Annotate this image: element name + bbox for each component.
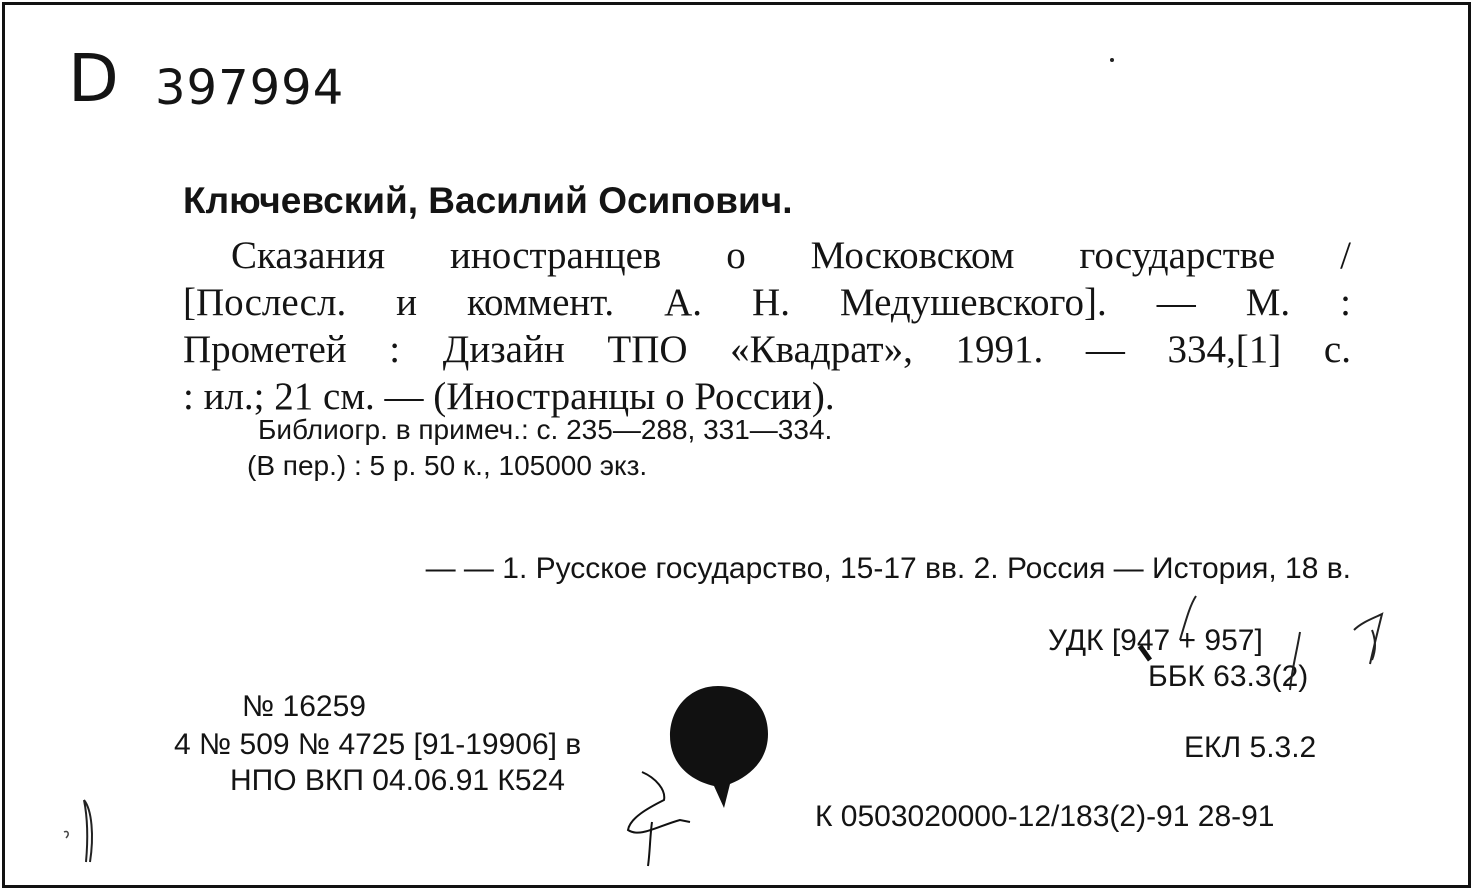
order-details: 4 № 509 № 4725 [91-19906] в: [174, 728, 582, 761]
price-note: (В пер.) : 5 р. 50 к., 105000 экз.: [247, 450, 648, 481]
subject-headings: — — 1. Русское государство, 15-17 вв. 2. Россия — История, 18 в.: [425, 552, 1351, 585]
ekl-code: ЕКЛ 5.3.2: [1184, 731, 1317, 764]
description-line: : ил.; 21 см. — (Иностранцы о России).: [183, 375, 835, 418]
bibliographic-description: [183, 232, 1351, 420]
ink-blot: [666, 684, 770, 812]
description-line: [Послесл. и коммент. А. Н. Медушевского]. — М. :: [183, 281, 1351, 324]
order-number: № 16259: [242, 690, 366, 723]
author-heading: Ключевский, Василий Осипович.: [183, 180, 793, 221]
ink-speck: [1110, 58, 1114, 62]
description-line: Прометей : Дизайн ТПО «Квадрат», 1991. — 334,[1] с.: [183, 328, 1351, 371]
handwritten-mark: D: [68, 40, 119, 117]
description-line: Сказания иностранцев о Московском государстве /: [231, 234, 1351, 277]
bbk-code: ББК 63.3(2): [1148, 660, 1309, 693]
printer-details: НПО ВКП 04.06.91 К524: [230, 764, 565, 797]
shelf-number: 397994: [155, 60, 345, 116]
bibliography-note: Библиогр. в примеч.: с. 235—288, 331—334.: [258, 414, 833, 445]
udk-code: УДК [947 + 957]: [1048, 624, 1263, 657]
index-code: К 0503020000-12/183(2)-91 28-91: [815, 800, 1275, 833]
